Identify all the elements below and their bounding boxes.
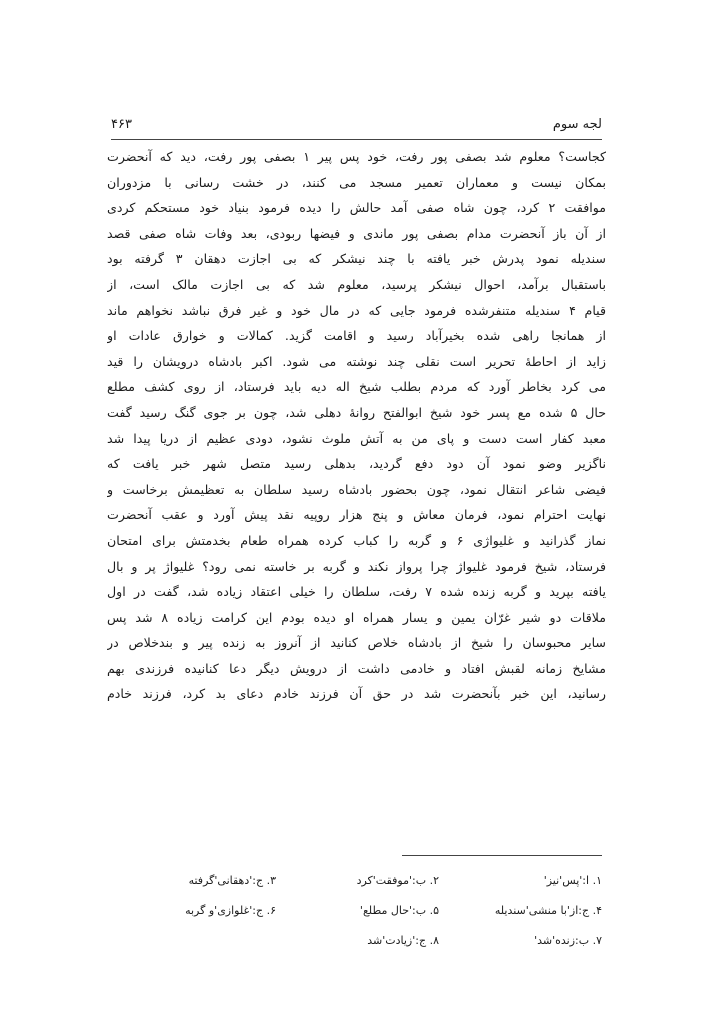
text-line: حال ۵ شده مع پسر خود شیخ ابوالفتح روانهٔ دهلی شد، چون بر جوی گنگ رسید گفت bbox=[107, 404, 606, 420]
text-line: فیضی شاعر انتقال نمود، چون بحضور بادشاه رسید سلطان به تعظیمش برخاست و bbox=[107, 481, 606, 497]
text-line: سندیله نمود پدرش خبر یافته با چند نیشکر که بی اجازت دهقان ۳ گرفته بود bbox=[107, 251, 606, 267]
text-line: زاید از احاطهٔ تحریر است نقلی چند نوشته می شود. اکبر بادشاه درویشان را قید bbox=[107, 353, 606, 369]
text-line: مشایخ زمانه لقبش افتاد و خادمی داشت از درویش دیگر دعا کنانیده فرزندی بهم bbox=[107, 660, 606, 676]
text-line: ناگزیر وضو نمود آن دود دفع گردید، بدهلی رسید متصل شهر خبر یافت که bbox=[107, 456, 606, 472]
text-line: یافته بپرید و گربه زنده شده ۷ رفت، سلطان را خیلی اعتقاد زیاده شد، گفت در اول bbox=[107, 584, 606, 600]
text-line: نماز گذرانید و غلیواژی ۶ و گربه را کباب کرده همراه طعام بخدمتش برای امتحان bbox=[107, 532, 606, 548]
text-line: رسانید، این خبر بآنحضرت شد در حق آن فرزند خادم دعای بد کرد، فرزند خادم bbox=[107, 686, 606, 702]
footnote: ۷. ب:زنده'شد' bbox=[534, 934, 602, 947]
footnote-row bbox=[111, 926, 602, 956]
text-line: ملاقات دو شیر غرّان یمین و یسار همراه او دیده بودم این کرامت زیاده ۸ شد پس bbox=[107, 609, 606, 625]
footnote: ۴. ج:از'با منشی'سندیله bbox=[494, 904, 602, 917]
text-line: از همانجا راهی شده بخیرآباد رسید و اقامت گزید. کمالات و خوارق عادات او bbox=[107, 328, 606, 344]
footnote: ۶. ج:'غلوازی'و گربه bbox=[185, 904, 276, 917]
footnote-row bbox=[111, 896, 602, 926]
footnote: ۳. ج:'دهقانی'گرفته bbox=[188, 874, 276, 887]
footnote: ۱. ا:'پس'نیز' bbox=[543, 874, 602, 887]
text-line: موافقت ۲ کرد، چون شاه صفی آمد حالش را دیده فرمود بنیاد خود مستحکم کردی bbox=[107, 200, 606, 216]
text-line: باستقبال برآمد، احوال نیشکر پرسید، معلوم شد که بی اجازت مالک است، از bbox=[107, 276, 606, 292]
footnotes bbox=[111, 866, 602, 956]
text-line: کجاست؟ معلوم شد بصفی پور رفت، خود پس پیر ۱ بصفی پور رفت، دید که آنحضرت bbox=[107, 149, 606, 164]
text-line: فرستاد، شیخ فرمود غلیواژ چرا پرواز نکند و گربه بر خاسته نمی رود؟ غلیواژ پر و بال bbox=[107, 558, 606, 574]
text-line: معبد کفار است دست و پای من به آتش ملوث نشود، دودی عظیم از دریا پیدا شد bbox=[107, 430, 606, 446]
footnote: ۵. ب:'حال مطلع' bbox=[359, 904, 439, 917]
footnote-row bbox=[111, 866, 602, 896]
footnote bbox=[113, 926, 276, 956]
text-line: می کرد بخاطر آورد که مردم بطلب شیخ اله دیه باید فرستاد، از روی کشف مطلع bbox=[107, 379, 606, 395]
footnote-rule bbox=[402, 855, 602, 856]
header-rule bbox=[111, 139, 602, 140]
text-line: بمکان نیست و معماران تعمیر مسجد می کنند، در خشت رسانی با مزدوران bbox=[107, 174, 606, 190]
text-line: نهایت احترام نمود، فرمان معاش و پنج هزار روپیه نقد پیش آورد و عقب آنحضرت bbox=[107, 507, 606, 523]
text-line: سایر محبوسان را شیخ از بادشاه خلاص کنانید از آنروز به زنده پیر و بندخلاص در bbox=[107, 635, 606, 651]
body-text bbox=[107, 144, 606, 707]
page-number: ۴۶۳ bbox=[111, 116, 132, 132]
footnote: ۸. ج:'زیادت'شد bbox=[367, 934, 439, 947]
text-line: از آن باز آنحضرت مدام بصفی پور ماندی و فیضها ربودی، بعد وفات شاه صفی قصد bbox=[107, 225, 606, 241]
page-header bbox=[111, 112, 602, 136]
footnote: ۲. ب:'موفقت'کرد bbox=[356, 874, 439, 887]
text-line: قیام ۴ سندیله متنفرشده فرمود جایی که در مال خود و غیر فرق نباشد نخواهم ماند bbox=[107, 302, 606, 318]
running-title: لجه سوم bbox=[552, 116, 602, 132]
